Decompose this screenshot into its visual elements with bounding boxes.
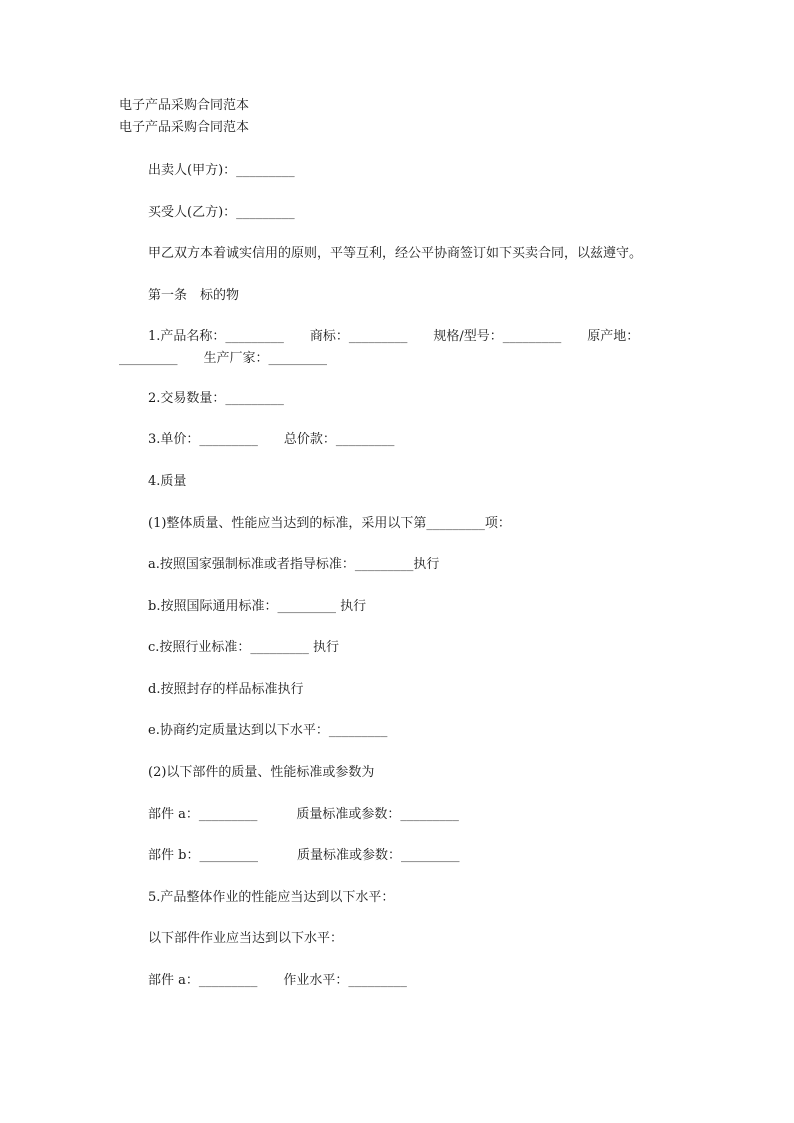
preamble-paragraph: 甲乙双方本着诚实信用的原则，平等互利，经公平协商签订如下买卖合同，以兹遵守。 — [148, 246, 643, 261]
option-a-line: a.按照国家强制标准或者指导标准：_________执行 — [148, 557, 440, 572]
option-c-line: c.按照行业标准：_________ 执行 — [148, 640, 340, 655]
option-e-line: e.协商约定质量达到以下水平：_________ — [148, 723, 388, 738]
buyer-line: 买受人(乙方)：_________ — [148, 205, 295, 220]
product-info-paragraph: 1.产品名称：_________ 商标：_________ 规格/型号：_________ 原产地：_________ 生产厂家：_________ — [119, 329, 640, 366]
parts-performance-heading: 以下部件作业应当达到以下水平： — [148, 931, 344, 946]
part-b-quality-line: 部件 b：_________ 质量标准或参数：_________ — [148, 848, 460, 863]
part-a-performance-line: 部件 a：_________ 作业水平：_________ — [148, 973, 407, 988]
price-line: 3.单价：_________ 总价款：_________ — [148, 432, 395, 447]
option-b-line: b.按照国际通用标准：_________ 执行 — [148, 599, 367, 614]
article-one-heading: 第一条 标的物 — [148, 288, 240, 303]
quality-heading: 4.质量 — [148, 474, 187, 489]
performance-heading: 5.产品整体作业的性能应当达到以下水平： — [148, 890, 395, 905]
part-a-quality-line: 部件 a：_________ 质量标准或参数：_________ — [148, 807, 459, 822]
document-title: 电子产品采购合同范本 — [119, 98, 250, 113]
option-d-line: d.按照封存的样品标准执行 — [148, 682, 304, 697]
parts-heading: (2)以下部件的质量、性能标准或参数为 — [148, 765, 375, 780]
document-subtitle: 电子产品采购合同范本 — [119, 120, 250, 135]
quality-standard-line: (1)整体质量、性能应当达到的标准，采用以下第_________项： — [148, 516, 511, 531]
quantity-line: 2.交易数量：_________ — [148, 391, 284, 406]
seller-line: 出卖人(甲方)：_________ — [148, 163, 295, 178]
